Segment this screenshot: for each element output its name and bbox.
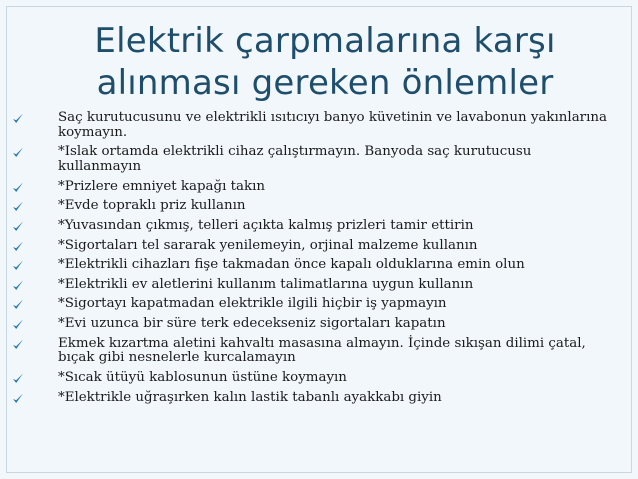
bullet-text: Saç kurutucusunu ve elektrikli ısıtıcıyı banyo küvetinin ve lavabonun yakınlarına koymayın. [58, 110, 607, 140]
bullet-text: *Elektrikli cihazları fişe takmadan önce kapalı olduklarına emin olun [58, 257, 525, 273]
checkmark-icon [12, 372, 24, 385]
checkmark-icon [12, 279, 24, 292]
checkmark-icon [12, 181, 24, 194]
bullet-item [12, 258, 612, 273]
checkmark-icon [12, 318, 24, 331]
bullet-text: *Elektrikli ev aletlerini kullanım talimatlarına uygun kullanın [58, 276, 474, 292]
bullet-text: Ekmek kızartma aletini kahvaltı masasına almayın. İçinde sıkışan dilimi çatal, bıçak gibi nesnelerle kurcalamayın [58, 335, 586, 366]
checkmark-icon [12, 112, 24, 125]
bullet-item [12, 199, 612, 214]
bullet-text: *Elektrikle uğraşırken kalın lastik tabanlı ayakkabı giyin [58, 389, 442, 405]
bullet-text: *Sıcak ütüyü kablosunun üstüne koymayın [58, 369, 347, 385]
bullet-text: *Islak ortamda elektrikli cihaz çalıştırmayın. Banyoda saç kurutucusu kullanmayın [58, 144, 532, 175]
title-line-1: Elektrik çarpmalarına karşı [94, 21, 556, 61]
bullet-item [12, 111, 612, 141]
checkmark-icon [12, 200, 24, 213]
bullet-text: *Evde topraklı priz kullanın [58, 198, 246, 214]
bullet-text: *Prizlere emniyet kapağı takın [58, 178, 266, 194]
bullet-item [12, 391, 612, 406]
bullet-item [12, 145, 612, 175]
bullet-item [12, 371, 612, 386]
bullet-item [12, 219, 612, 234]
bullet-text: *Sigortayı kapatmadan elektrikle ilgili hiçbir iş yapmayın [58, 296, 447, 312]
bullet-list [12, 111, 612, 410]
checkmark-icon [12, 146, 24, 159]
checkmark-icon [12, 220, 24, 233]
checkmark-icon [12, 259, 24, 272]
bullet-item [12, 317, 612, 332]
bullet-text: *Yuvasından çıkmış, telleri açıkta kalmış prizleri tamir ettirin [58, 217, 474, 233]
bullet-text: *Sigortaları tel sararak yenilemeyin, orjinal malzeme kullanın [58, 237, 478, 253]
checkmark-icon [12, 338, 24, 351]
bullet-item [12, 297, 612, 312]
bullet-text: *Evi uzunca bir süre terk edecekseniz sigortaları kapatın [58, 315, 446, 331]
slide-title [90, 20, 560, 104]
title-line-2: alınması gereken önlemler [96, 63, 554, 103]
bullet-item [12, 278, 612, 293]
checkmark-icon [12, 240, 24, 253]
checkmark-icon [12, 298, 24, 311]
bullet-item [12, 239, 612, 254]
checkmark-icon [12, 392, 24, 405]
bullet-item [12, 180, 612, 195]
bullet-item [12, 337, 612, 367]
